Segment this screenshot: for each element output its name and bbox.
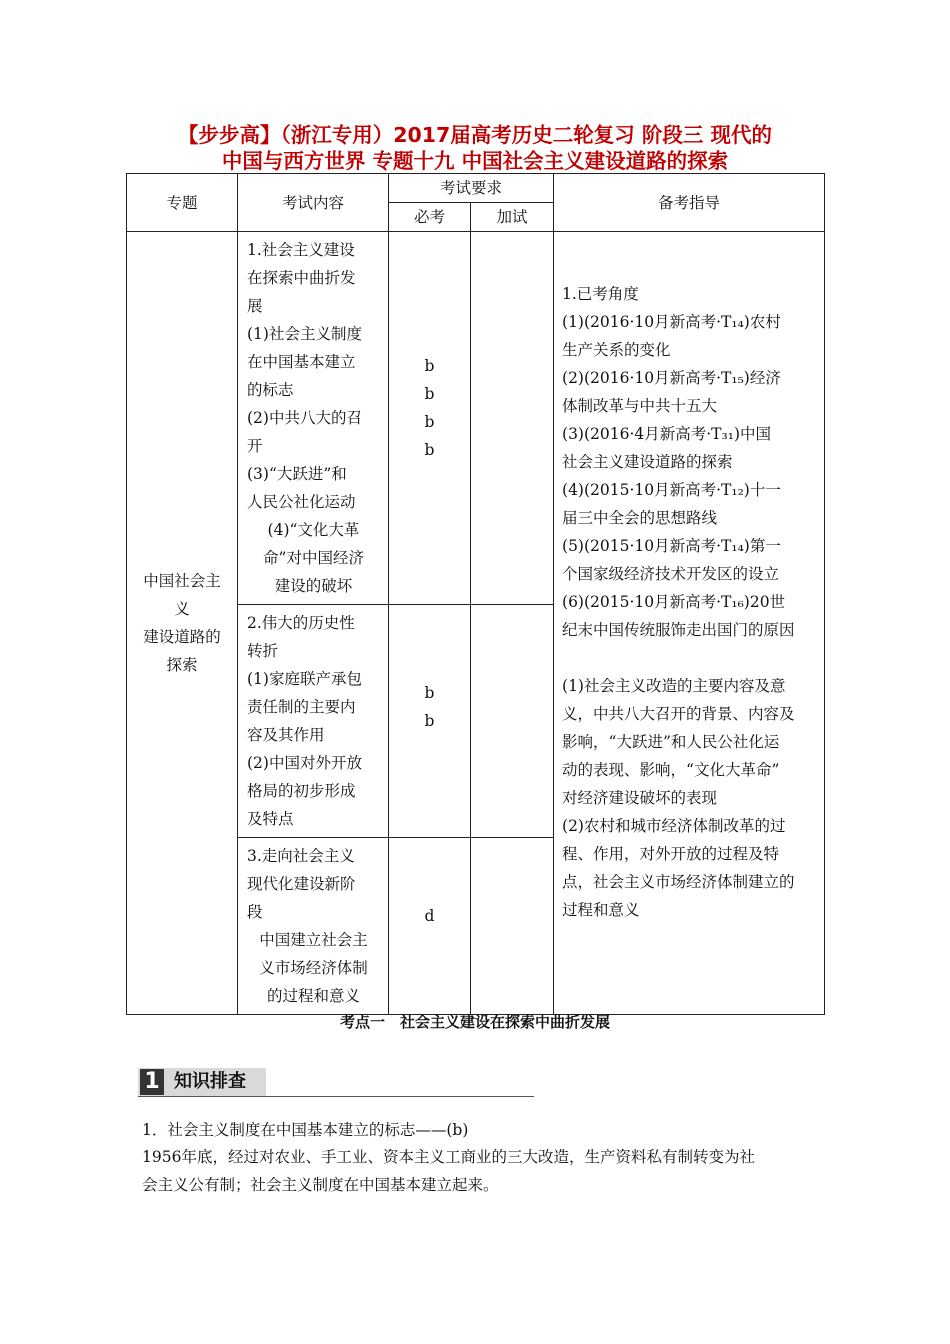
topic-cell bbox=[127, 232, 238, 1015]
guide-line: 纪末中国传统服饰走出国门的原因 bbox=[562, 621, 795, 639]
content-line: 在探索中曲折发 bbox=[247, 269, 356, 287]
content-line: 在中国基本建立 bbox=[247, 353, 356, 371]
header-guide: 备考指导 bbox=[554, 174, 825, 232]
content-line: 责任制的主要内 bbox=[247, 698, 356, 716]
guide-line: (4)(2015·10月新高考·T₁₂)十一 bbox=[562, 481, 781, 499]
content-line: 1.社会主义建设 bbox=[247, 241, 355, 259]
content-line: (2)中共八大的召 bbox=[247, 409, 362, 427]
guide-line: 生产关系的变化 bbox=[562, 341, 671, 359]
topic-line: 中国社会主 bbox=[143, 572, 221, 590]
header-content: 考试内容 bbox=[238, 174, 389, 232]
title-line-2: 中国与西方世界 专题十九 中国社会主义建设道路的探索 bbox=[221, 149, 729, 173]
title-line-1: 【步步高】（浙江专用）2017届高考历史二轮复习 阶段三 现代的 bbox=[177, 123, 773, 147]
guide-line: (6)(2015·10月新高考·T₁₆)20世 bbox=[562, 593, 786, 611]
guide-line: (1)(2016·10月新高考·T₁₄)农村 bbox=[562, 313, 781, 331]
guide-line: 程、作用，对外开放的过程及特 bbox=[562, 845, 780, 863]
section-divider bbox=[138, 1096, 534, 1097]
required-cell-2 bbox=[389, 605, 471, 838]
content-cell-1 bbox=[238, 232, 389, 605]
guide-line: 点，社会主义市场经济体制建立的 bbox=[562, 873, 795, 891]
content-line: 3.走向社会主义 bbox=[247, 847, 355, 865]
content-line: 现代化建设新阶 bbox=[247, 875, 356, 893]
point-1-body-line-2: 会主义公有制；社会主义制度在中国基本建立起来。 bbox=[142, 1176, 499, 1194]
section-number-badge: 1 bbox=[140, 1069, 164, 1095]
header-topic: 专题 bbox=[127, 174, 238, 232]
point-1-body-line-1: 1956年底，经过对农业、手工业、资本主义工商业的三大改造，生产资料私有制转变为社 bbox=[142, 1148, 755, 1166]
required-cell-1 bbox=[389, 232, 471, 605]
content-line: 转折 bbox=[247, 642, 279, 660]
required-level: b bbox=[424, 441, 435, 459]
topic-line: 义 bbox=[174, 600, 190, 618]
content-line: 人民公社化运动 bbox=[247, 493, 356, 511]
guide-line: (2)农村和城市经济体制改革的过 bbox=[562, 817, 786, 835]
content-line: 义市场经济体制 bbox=[259, 959, 368, 977]
guide-line: 对经济建设破坏的表现 bbox=[562, 789, 718, 807]
guide-line: (2)(2016·10月新高考·T₁₅)经济 bbox=[562, 369, 781, 387]
content-line: 命”对中国经济 bbox=[263, 549, 364, 567]
section-label: 知识排查 bbox=[174, 1071, 246, 1092]
required-level: d bbox=[424, 907, 435, 925]
required-cell-3 bbox=[389, 838, 471, 1015]
content-cell-2 bbox=[238, 605, 389, 838]
guide-line: 动的表现、影响，“文化大革命” bbox=[562, 761, 780, 779]
guide-line: 义，中共八大召开的背景、内容及 bbox=[562, 705, 795, 723]
required-level: b bbox=[424, 357, 435, 375]
content-line: 2.伟大的历史性 bbox=[247, 614, 355, 632]
guide-spacer bbox=[562, 644, 818, 672]
content-line: 展 bbox=[247, 297, 263, 315]
section-title: 考点一 社会主义建设在探索中曲折发展 bbox=[339, 1013, 610, 1031]
guide-line: 体制改革与中共十五大 bbox=[562, 397, 718, 415]
required-level: b bbox=[424, 712, 435, 730]
guide-line: 个国家级经济技术开发区的设立 bbox=[562, 565, 780, 583]
knowledge-check-bar bbox=[138, 1068, 266, 1096]
content-line: (4)“文化大革 bbox=[267, 521, 360, 539]
content-line: 的标志 bbox=[247, 381, 294, 399]
content-line: 容及其作用 bbox=[247, 726, 325, 744]
guide-line: 届三中全会的思想路线 bbox=[562, 509, 718, 527]
content-line: 及特点 bbox=[247, 810, 294, 828]
point-1-heading: 1．社会主义制度在中国基本建立的标志——(b) bbox=[142, 1121, 469, 1139]
guide-line: (3)(2016·4月新高考·T₃₁)中国 bbox=[562, 425, 771, 443]
guide-line: (5)(2015·10月新高考·T₁₄)第一 bbox=[562, 537, 781, 555]
required-level: b bbox=[424, 413, 435, 431]
header-requirement: 考试要求 bbox=[389, 174, 554, 203]
topic-line: 建设道路的 bbox=[143, 628, 221, 646]
content-line: (1)家庭联产承包 bbox=[247, 670, 362, 688]
guide-line: 过程和意义 bbox=[562, 901, 640, 919]
content-line: 的过程和意义 bbox=[266, 987, 360, 1005]
content-line: 格局的初步形成 bbox=[247, 782, 356, 800]
content-line: (2)中国对外开放 bbox=[247, 754, 362, 772]
content-line: 中国建立社会主 bbox=[259, 931, 368, 949]
extra-cell-3 bbox=[471, 838, 554, 1015]
required-level: b bbox=[424, 385, 435, 403]
content-line: 建设的破坏 bbox=[274, 577, 353, 595]
guide-cell bbox=[554, 232, 825, 1015]
content-line: (1)社会主义制度 bbox=[247, 325, 362, 343]
document-title bbox=[100, 122, 850, 174]
required-level: b bbox=[424, 684, 435, 702]
content-line: 开 bbox=[247, 437, 263, 455]
guide-line: (1)社会主义改造的主要内容及意 bbox=[562, 677, 786, 695]
guide-line: 1.已考角度 bbox=[562, 285, 639, 303]
guide-line: 影响，“大跃进”和人民公社化运 bbox=[562, 733, 780, 751]
exam-requirements-table bbox=[126, 173, 825, 1015]
content-line: (3)“大跃进”和 bbox=[247, 465, 347, 483]
topic-line: 探索 bbox=[166, 656, 198, 674]
extra-cell-1 bbox=[471, 232, 554, 605]
extra-cell-2 bbox=[471, 605, 554, 838]
guide-line: 社会主义建设道路的探索 bbox=[562, 453, 733, 471]
content-line: 段 bbox=[247, 903, 263, 921]
header-extra: 加试 bbox=[471, 203, 554, 232]
content-cell-3 bbox=[238, 838, 389, 1015]
header-required: 必考 bbox=[389, 203, 471, 232]
